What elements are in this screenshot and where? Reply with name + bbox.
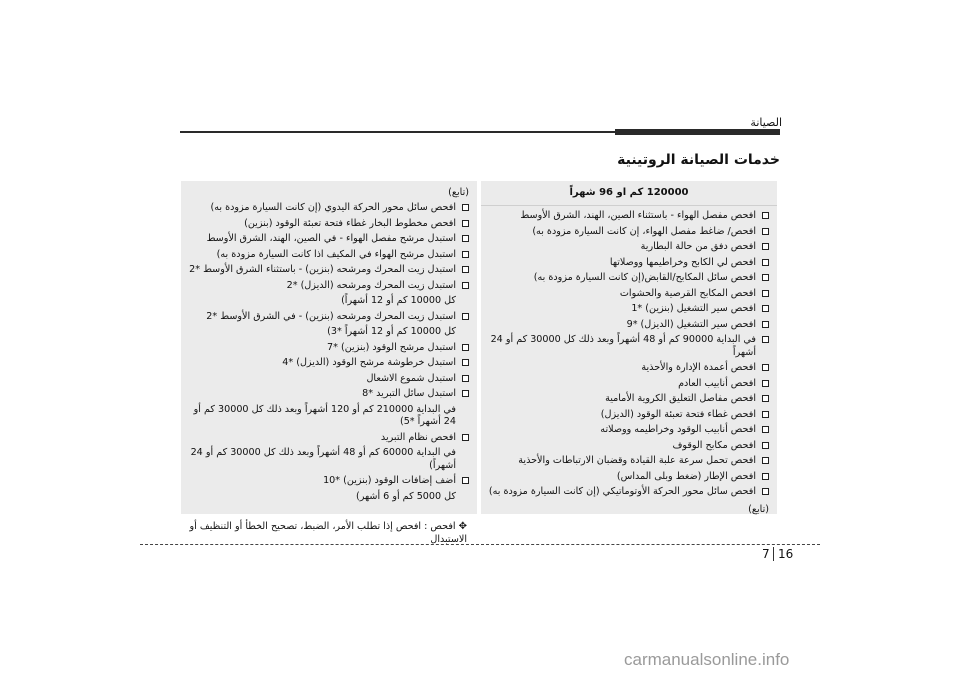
checklist-item [487,455,769,467]
checklist-item-text: افحص سائل محور الحركة الأوتوماتيكي (إن كانت السيارة مزودة به) [488,486,756,498]
square-outline-icon [462,359,469,366]
square-outline-icon [462,220,469,227]
square-outline-icon [762,243,769,250]
checklist-item [187,326,469,338]
square-outline-icon [462,204,469,211]
square-outline-icon [762,395,769,402]
square-outline-icon [762,411,769,418]
checklist-item [487,471,769,483]
checklist-item-text: استبدل خرطوشة مرشح الوقود (الديزل) *4 [282,357,456,369]
checklist-item-text: كل 10000 كم أو 12 أشهراً *3) [327,326,456,338]
square-outline-icon [762,426,769,433]
header-rule-thick [615,129,780,135]
page-number-divider [773,547,774,561]
square-outline-icon [762,212,769,219]
checklist-item-text: استبدل مرشح الهواء في المكيف اذا كانت السيارة مزودة به) [216,248,456,260]
chapter-number: 7 [762,547,770,561]
checklist-item-text: افحص نظام التبريد [380,431,456,443]
checklist-item [187,432,469,444]
checklist-item [487,272,769,284]
continued-note: (تابع) [748,503,769,515]
column-header: 120000 كم او 96 شهراً [481,185,777,206]
checklist-item-text: افحص غطاء فتحة تعبئة الوقود (الديزل) [600,408,756,420]
square-outline-icon [462,266,469,273]
checklist-item [187,447,469,472]
square-outline-icon [762,457,769,464]
checklist-item-text: استبدل زيت المحرك ومرشحه (بنزين) - باستثناء الشرق الأوسط *2 [189,264,456,276]
checklist-item [487,409,769,421]
checklist-item-text: افحص سائل المكابح/القابض(إن كانت السيارة مزودة به) [533,272,756,284]
checklist-item-text: في البداية 90000 كم أو 48 أشهراً وبعد ذلك كل 30000 كم أو 24 أشهراً [490,334,756,358]
square-outline-icon [462,477,469,484]
checklist-item [487,362,769,374]
item-list [187,202,469,503]
footer-note-text: افحص : افحص إذا تطلب الأمر، الضبط، تصحيح الخطأ أو التنظيف أو الاستبدال [189,521,467,545]
checklist-item [187,295,469,307]
square-outline-icon [762,305,769,312]
checklist-item [187,475,469,487]
checklist-item-text: افحص المكابح القرصية والحشوات [619,287,756,299]
page-number: 16 [778,547,794,561]
square-outline-icon [762,228,769,235]
square-outline-icon [762,290,769,297]
square-outline-icon [462,344,469,351]
square-outline-icon [462,282,469,289]
checklist-item [487,303,769,315]
checklist-item-text: استبدل زيت المحرك ومرشحه (الديزل) *2 [286,279,456,291]
checklist-item-text: استبدل مرشح مفصل الهواء - في الصين، الهند، الشرق الأوسط [206,233,456,245]
page-heading: خدمات الصيانة الروتينية [617,152,780,168]
checklist-item [187,264,469,276]
checklist-item-text: في البداية 210000 كم أو 120 أشهراً وبعد ذلك كل 30000 كم أو 24 أشهراً *5) [193,403,456,428]
section-name: الصيانة [750,116,782,129]
checklist-item-text: أضف إضافات الوقود (بنزين) *10 [323,475,456,487]
checklist-item-text: في البداية 60000 كم أو 48 أشهراً وبعد ذلك كل 30000 كم أو 24 أشهراً) [190,447,456,471]
square-outline-icon [762,488,769,495]
continued-note: (تابع) [448,187,469,198]
square-outline-icon [762,364,769,371]
checklist-item [187,202,469,214]
square-outline-icon [762,380,769,387]
checklist-item [487,257,769,269]
checklist-item [187,491,469,503]
checklist-item-text: افحص مفصل الهواء - باستثناء الصين، الهند، الشرق الأوسط [520,210,756,222]
checklist-item [187,342,469,354]
item-list [487,210,769,498]
footer-rule [140,544,820,545]
checklist-item-text: افحص دفق من حالة البطارية [640,241,756,253]
checklist-item [487,486,769,498]
square-outline-icon [762,473,769,480]
checklist-item [487,288,769,300]
square-outline-icon [762,442,769,449]
checklist-item [487,440,769,452]
checklist-item-text: افحص مكابح الوقوف [672,439,756,451]
checklist-item-text: افحص لي الكابح وخراطيمها ووصلاتها [609,256,756,268]
checklist-item-text: كل 5000 كم أو 6 أشهر) [355,490,456,502]
schedule-column-left [181,181,477,514]
checklist-item [187,373,469,385]
checklist-item [487,378,769,390]
checklist-item-text: افحص سير التشغيل (الديزل) *9 [626,318,756,330]
checklist-item-text: افحص تحمل سرعة علبة القيادة وقضبان الارتباطات والأحذية [518,455,756,467]
square-outline-icon [462,313,469,320]
checklist-item [487,334,769,359]
checklist-item-text: افحص أعمدة الإدارة والأحذية [641,362,756,374]
checklist-item-text: افحص أنابيب العادم [678,377,756,389]
checklist-item [187,280,469,292]
watermark: carmanualsonline.info [624,650,790,669]
checklist-item-text: افحص الإطار (ضغط وبلى المداس) [616,470,756,482]
square-outline-icon [462,235,469,242]
checklist-item-text: كل 10000 كم أو 12 أشهراً) [341,295,456,307]
checklist-item [487,393,769,405]
checklist-item [187,233,469,245]
schedule-column-right [481,181,777,514]
checklist-item-text: افحص/ ضاغط مفصل الهواء، إن كانت السيارة مزودة به) [532,225,756,237]
checklist-item [487,319,769,331]
checklist-item-text: افحص مفاصل التعليق الكروية الأمامية [605,393,756,405]
square-outline-icon [762,336,769,343]
square-outline-icon [462,251,469,258]
square-outline-icon [762,274,769,281]
square-outline-icon [462,390,469,397]
checklist-item-text: استبدل شموع الاشعال [366,372,456,384]
checklist-item [187,357,469,369]
checklist-item-text: افحص أنابيب الوقود وخراطيمه ووصلاته [600,424,756,436]
checklist-item-text: افحص سائل محور الحركة اليدوي (إن كانت السيارة مزودة به) [210,202,456,214]
square-outline-icon [762,259,769,266]
checklist-item-text: افحص مخطوط البخار غطاء فتحة تعبئة الوقود (بنزين) [244,217,456,229]
footer-note [181,520,467,546]
checklist-item [187,404,469,429]
checklist-item [487,241,769,253]
square-outline-icon [462,375,469,382]
square-outline-icon [462,434,469,441]
checklist-item [187,249,469,261]
square-outline-icon [762,321,769,328]
checklist-item [187,311,469,323]
checklist-item [487,424,769,436]
move-icon: ✥ [458,521,467,532]
checklist-item-text: استبدل زيت المحرك ومرشحه (بنزين) - في الشرق الأوسط *2 [206,310,456,322]
checklist-item-text: استبدل سائل التبريد *8 [362,388,456,400]
checklist-item-text: افحص سير التشغيل (بنزين) *1 [631,303,756,315]
checklist-item [487,226,769,238]
checklist-item [487,210,769,222]
checklist-item-text: استبدل مرشح الوقود (بنزين) *7 [327,341,456,353]
checklist-item [187,388,469,400]
checklist-item [187,218,469,230]
